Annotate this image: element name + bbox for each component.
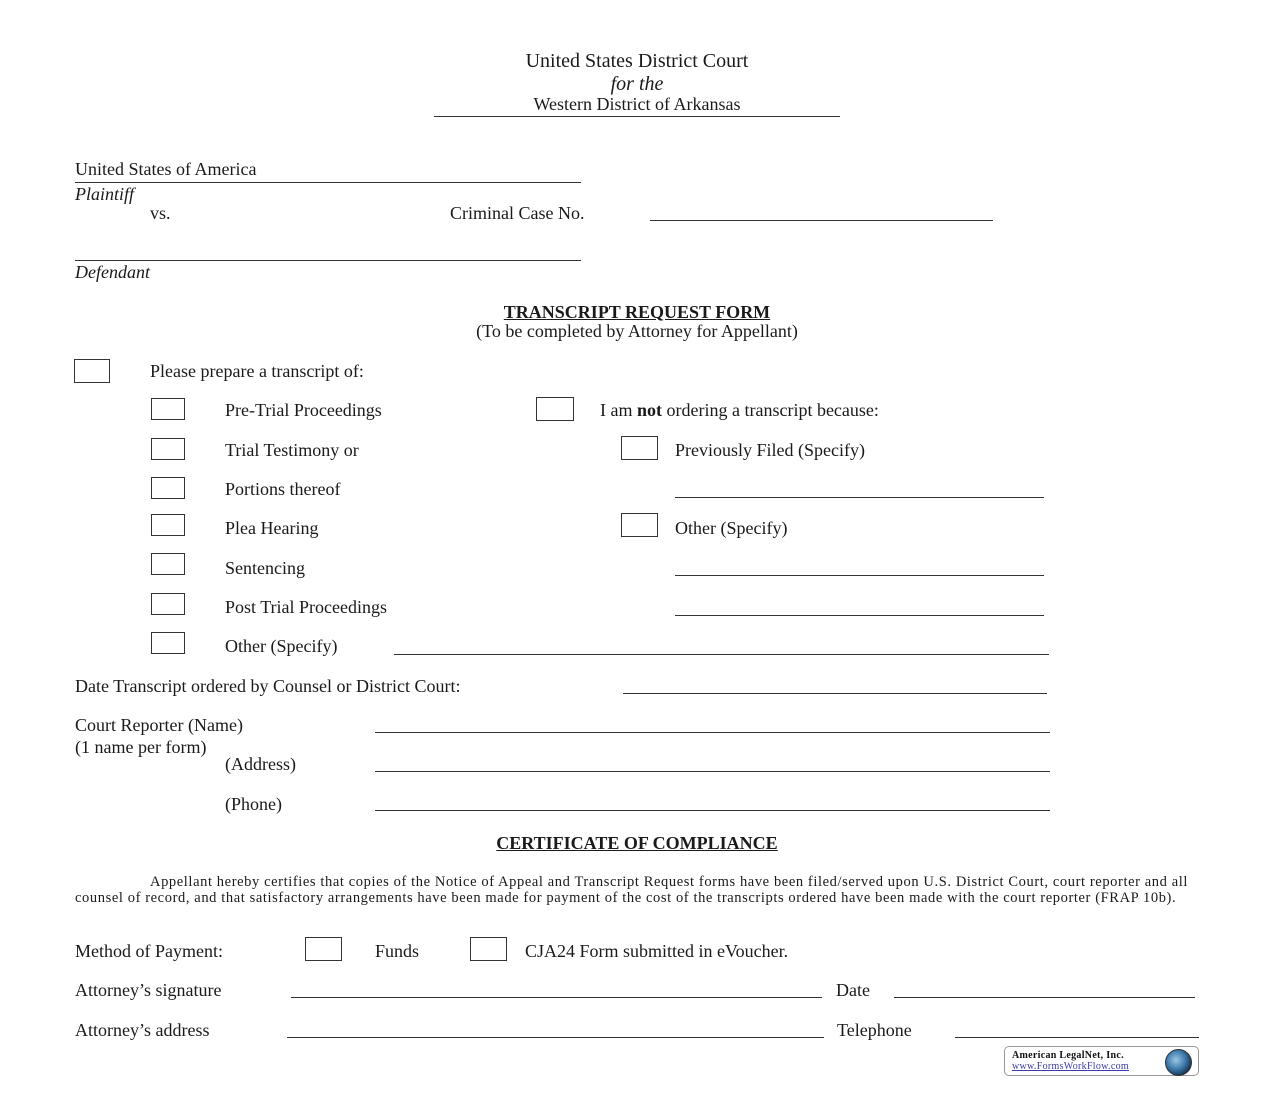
court-reporter-address-field[interactable]: [375, 771, 1050, 772]
attorney-signature-label: Attorney’s signature: [75, 980, 222, 1000]
court-reporter-name-field[interactable]: [375, 732, 1050, 733]
vs-label: vs.: [150, 203, 171, 223]
portions-thereof-checkbox[interactable]: [151, 477, 185, 499]
case-no-label: Criminal Case No.: [450, 203, 585, 223]
pre-trial-checkbox[interactable]: [151, 398, 185, 420]
prepare-transcript-label: Please prepare a transcript of:: [150, 361, 364, 381]
other-not-ordering-field-2[interactable]: [675, 615, 1044, 616]
not-ordering-label: I am not ordering a transcript because:: [600, 400, 879, 420]
court-reporter-name-label: Court Reporter (Name): [75, 715, 243, 735]
previously-filed-field[interactable]: [675, 497, 1044, 498]
post-trial-label: Post Trial Proceedings: [225, 597, 388, 617]
certificate-title: CERTIFICATE OF COMPLIANCE: [496, 833, 778, 853]
court-reporter-address-label: (Address): [225, 754, 296, 774]
logo-company-name: American LegalNet, Inc.: [1012, 1050, 1124, 1061]
for-the-label: for the: [610, 73, 664, 95]
trial-testimony-label: Trial Testimony or: [225, 440, 359, 460]
post-trial-checkbox[interactable]: [151, 593, 185, 615]
attorney-address-field[interactable]: [287, 1037, 824, 1038]
date-ordered-field[interactable]: [623, 693, 1047, 694]
other-prepare-label: Other (Specify): [225, 636, 338, 656]
sentencing-checkbox[interactable]: [151, 553, 185, 575]
defendant-field[interactable]: [75, 260, 581, 261]
court-name: United States District Court: [525, 50, 749, 72]
logo-url-link[interactable]: www.FormsWorkFlow.com: [1012, 1061, 1129, 1072]
other-prepare-checkbox[interactable]: [151, 632, 185, 654]
pre-trial-label: Pre-Trial Proceedings: [225, 400, 382, 420]
attorney-signature-field[interactable]: [291, 997, 822, 998]
not-ordering-checkbox[interactable]: [536, 397, 574, 421]
court-reporter-phone-label: (Phone): [225, 794, 282, 814]
attorney-address-label: Attorney’s address: [75, 1020, 210, 1040]
plaintiff-line[interactable]: [75, 182, 581, 183]
plaintiff-label: Plaintiff: [75, 184, 135, 204]
case-no-field[interactable]: [650, 220, 993, 221]
district-name: Western District of Arkansas: [533, 94, 741, 114]
other-not-ordering-field-1[interactable]: [675, 575, 1044, 576]
previously-filed-checkbox[interactable]: [621, 436, 658, 460]
cja24-label: CJA24 Form submitted in eVoucher.: [525, 941, 789, 961]
form-title: TRANSCRIPT REQUEST FORM: [503, 302, 771, 322]
court-reporter-phone-field[interactable]: [375, 810, 1050, 811]
payment-label: Method of Payment:: [75, 941, 223, 961]
funds-label: Funds: [375, 941, 420, 961]
other-prepare-field[interactable]: [394, 654, 1049, 655]
telephone-label: Telephone: [837, 1020, 912, 1040]
sentencing-label: Sentencing: [225, 558, 305, 578]
form-subtitle: (To be completed by Attorney for Appellant): [476, 321, 798, 341]
plaintiff-value: United States of America: [75, 159, 257, 179]
defendant-label: Defendant: [75, 262, 150, 282]
court-reporter-note: (1 name per form): [75, 737, 207, 757]
certificate-body: Appellant hereby certifies that copies of the Notice of Appeal and Transcript Request forms have been filed/served upon U.S. District Court, court reporter and all counsel of record, and that satisfactory arrangements have been made for payment of the cost of the transcripts ordered have been made with the court reporter (FRAP 10b).: [75, 874, 1189, 906]
funds-checkbox[interactable]: [305, 937, 342, 961]
globe-icon: [1165, 1049, 1192, 1076]
other-not-ordering-checkbox[interactable]: [621, 513, 658, 537]
telephone-field[interactable]: [955, 1037, 1199, 1038]
other-not-ordering-label: Other (Specify): [675, 518, 788, 538]
prepare-transcript-checkbox[interactable]: [74, 359, 110, 383]
date-field[interactable]: [894, 997, 1195, 998]
previously-filed-label: Previously Filed (Specify): [675, 440, 865, 460]
portions-thereof-label: Portions thereof: [225, 479, 341, 499]
date-label: Date: [836, 980, 870, 1000]
trial-testimony-checkbox[interactable]: [151, 438, 185, 460]
plea-hearing-checkbox[interactable]: [151, 514, 185, 536]
plea-hearing-label: Plea Hearing: [225, 518, 319, 538]
american-legalnet-logo: [1004, 1046, 1199, 1076]
cja24-checkbox[interactable]: [470, 937, 507, 961]
date-ordered-label: Date Transcript ordered by Counsel or District Court:: [75, 676, 461, 696]
header-rule: [434, 116, 840, 117]
